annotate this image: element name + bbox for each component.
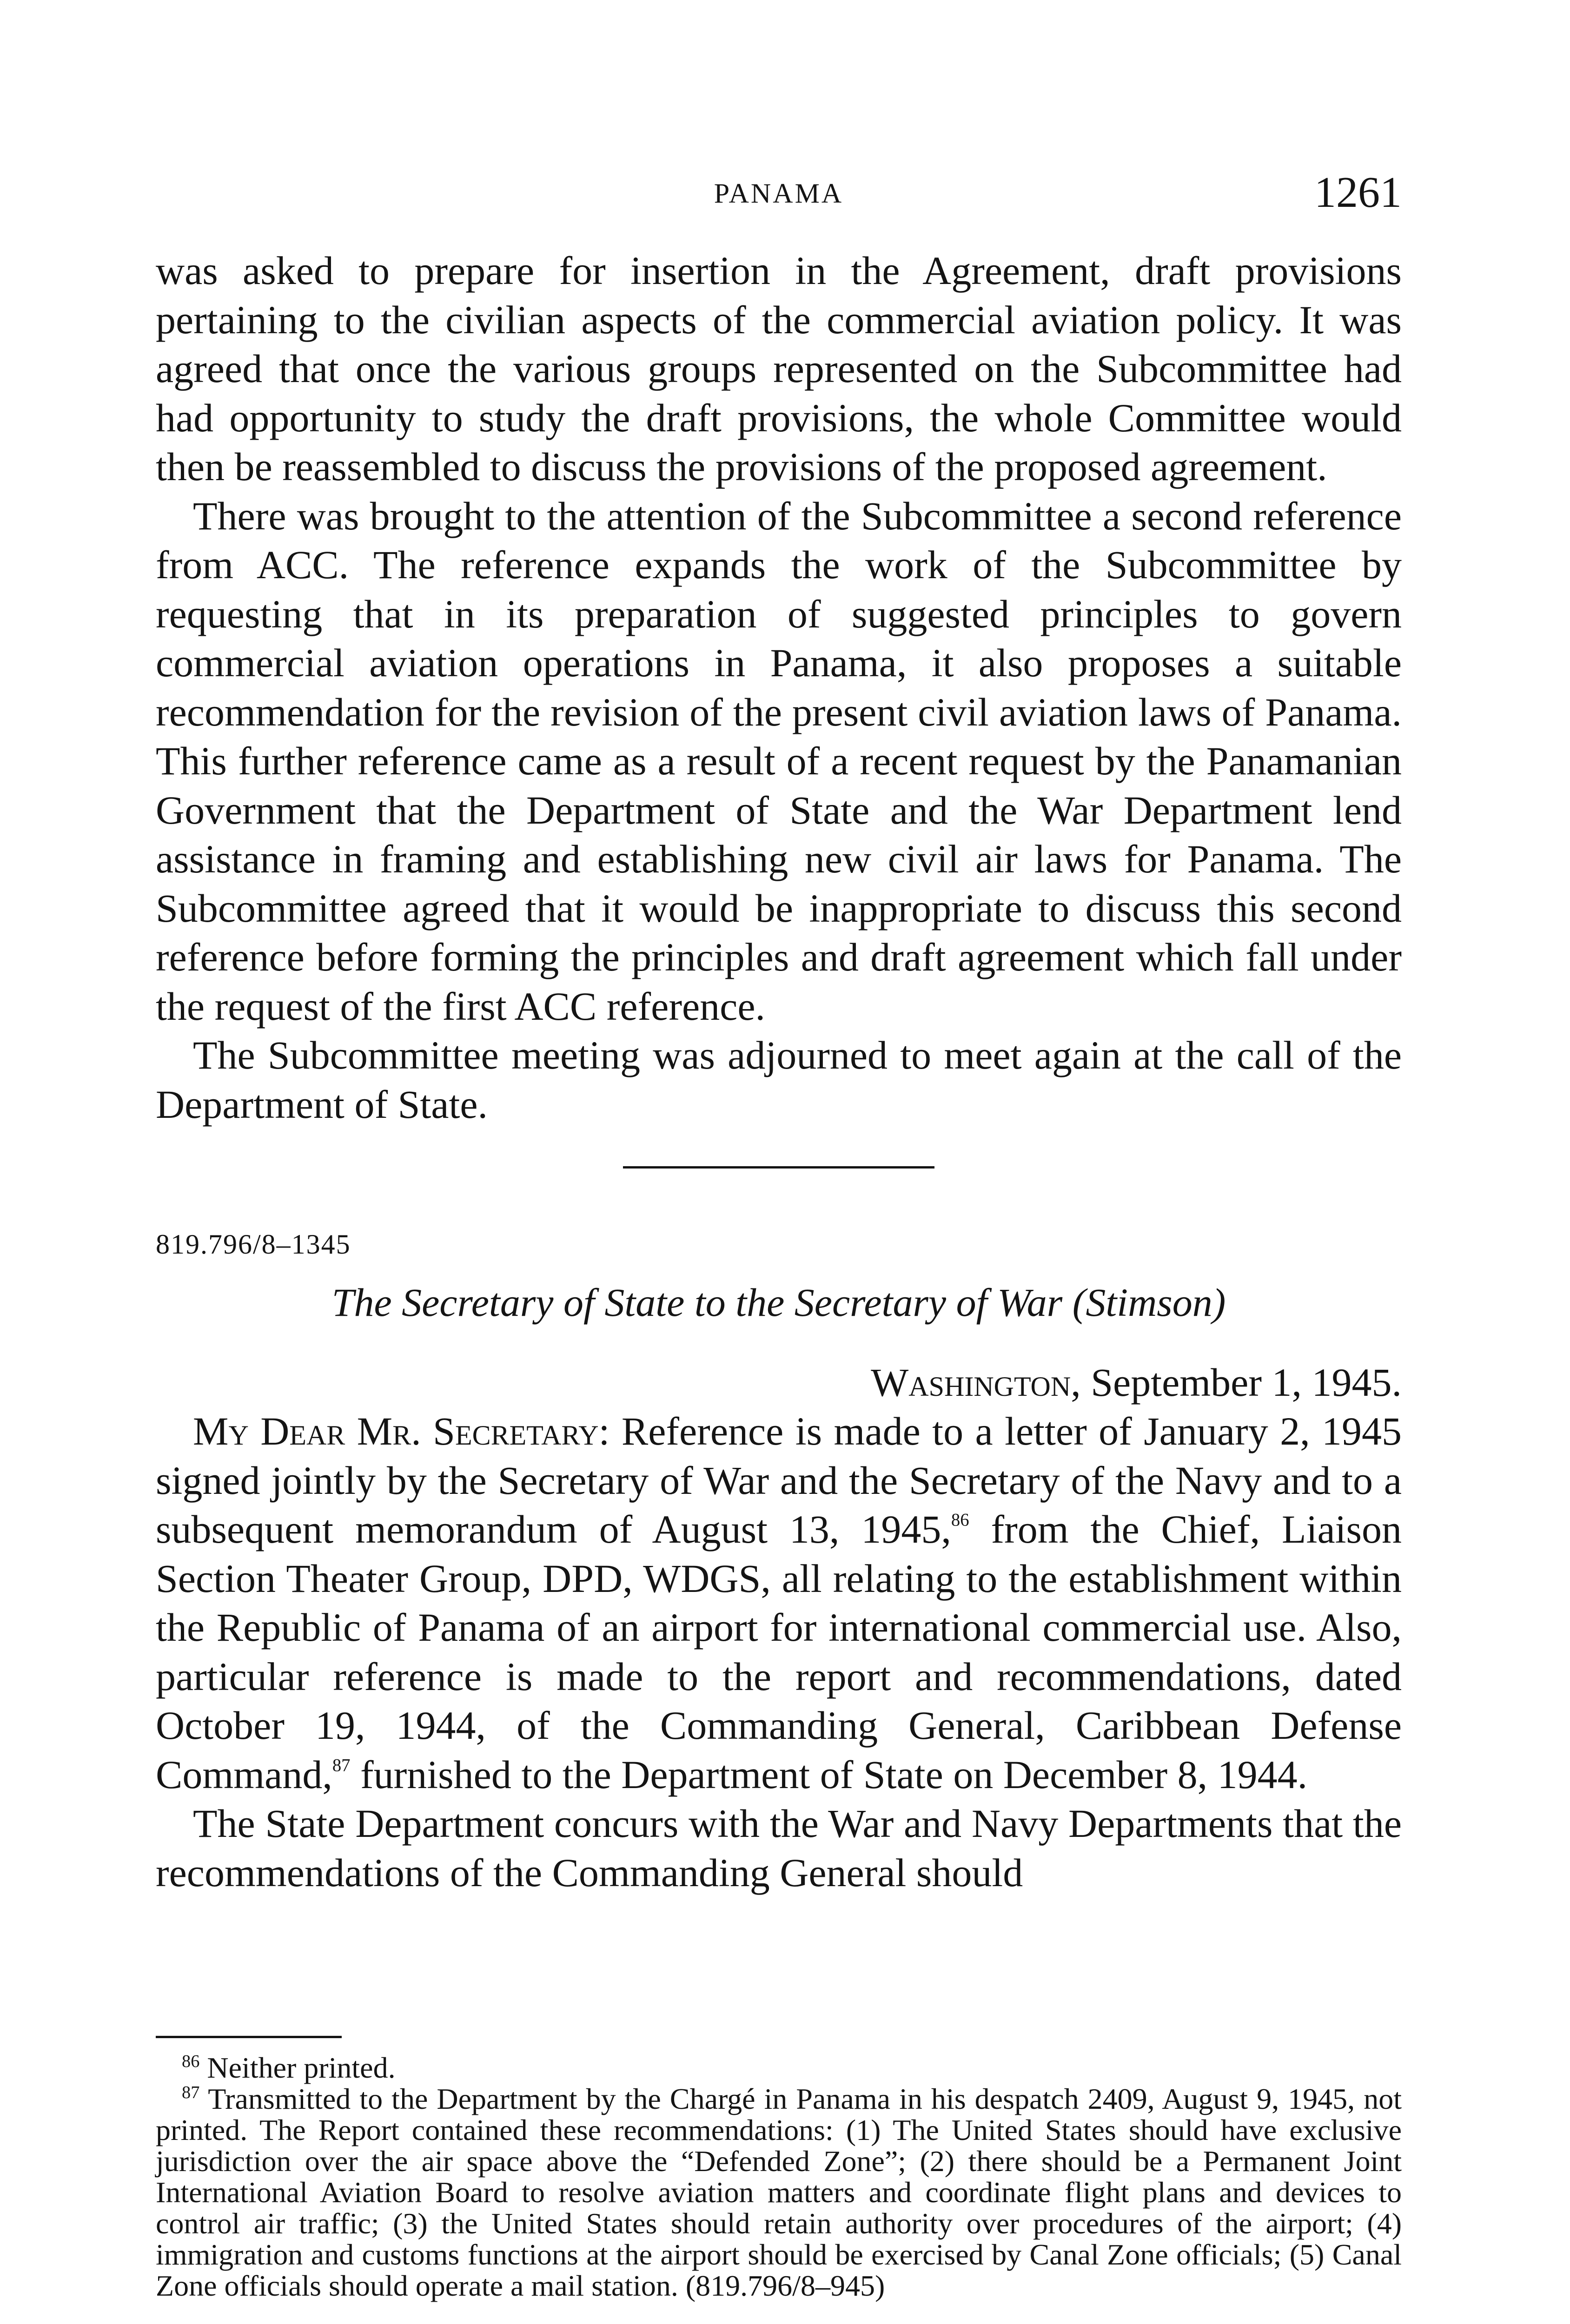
letter-paragraph-2: The State Department concurs with the War and Navy Departments that the recommendations of the Commanding General should bbox=[156, 1801, 1402, 1895]
dateline-date: , September 1, 1945. bbox=[1071, 1360, 1402, 1405]
body-text bbox=[156, 246, 1402, 1897]
section-divider bbox=[623, 1166, 934, 1169]
footnote-text: Neither printed. bbox=[199, 2051, 396, 2084]
letter-text-part-1: : Reference is made to a letter of January 2, 1945 signed jointly by the Secretary of War and the Secretary of the Navy and to a subsequent memorandum of August 13, 1945, bbox=[156, 1409, 1402, 1552]
footnotes bbox=[156, 2052, 1402, 2301]
file-number: 819.796/8–1345 bbox=[156, 1229, 351, 1260]
dateline bbox=[156, 1358, 1402, 1407]
footnote-86 bbox=[156, 2052, 1402, 2083]
paragraph-second-reference: There was brought to the attention of the Subcommittee a second reference from ACC. The reference expands the work of the Subcommittee by requesting that in its preparation of suggested principles to govern commercial aviation operations in Panama, it also proposes a suitable recommendation for the revision of the present civil aviation laws of Panama. This further reference came as a result of a recent request by the Panamanian Government that the Department of State and the War Department lend assistance in framing and establishing new civil air laws for Panama. The Subcommittee agreed that it would be inappropriate to discuss this second reference before forming the principles and draft agreement which fall under the request of the first ACC reference. bbox=[156, 493, 1402, 1029]
footnote-87 bbox=[156, 2083, 1402, 2301]
footnote-mark: 86 bbox=[182, 2051, 200, 2071]
running-head: PANAMA bbox=[714, 178, 844, 209]
letter-text-part-2: from the Chief, Liaison Section Theater Group, DPD, WDGS, all relating to the establishment within the Republic of Panama of an airport for international commercial use. Also, particular reference is made to the report and recommendations, dated October 19, 1944, of the Commanding General, Caribbean Defense Command, bbox=[156, 1507, 1402, 1797]
footnote-divider bbox=[156, 2036, 342, 2038]
letter-paragraph-1 bbox=[156, 1407, 1402, 1799]
page-header bbox=[156, 167, 1402, 218]
page-number: 1261 bbox=[1314, 168, 1402, 217]
footnote-mark: 87 bbox=[182, 2082, 200, 2102]
footnote-ref-87: 87 bbox=[332, 1755, 351, 1775]
salutation: My Dear Mr. Secretary bbox=[193, 1409, 599, 1453]
paragraph-adjourned: The Subcommittee meeting was adjourned to meet again at the call of the Department of State. bbox=[156, 1033, 1402, 1127]
document-title: The Secretary of State to the Secretary of War (Stimson) bbox=[331, 1280, 1226, 1325]
dateline-place: Washington bbox=[871, 1360, 1071, 1405]
continued-paragraph: was asked to prepare for insertion in the Agreement, draft provisions pertaining to the civilian aspects of the commercial aviation policy. It was agreed that once the various groups represented on the Subcommittee had had opportunity to study the draft provisions, the whole Committee would then be reassembled to discuss the provisions of the proposed agreement. bbox=[156, 248, 1402, 489]
footnote-text: Transmitted to the Department by the Chargé in Panama in his despatch 2409, August 9, 1945, not printed. The Report contained these recommendations: (1) The United States should have exclusive jurisdiction over the air space above the “Defended Zone”; (2) there should be a Permanent Joint International Aviation Board to resolve aviation matters and coordinate flight plans and devices to control air traffic; (3) the United States should retain authority over procedures of the airport; (4) immigration and customs functions at the airport should be exercised by Canal Zone officials; (5) Canal Zone officials should operate a mail station. (819.796/8–945) bbox=[156, 2082, 1402, 2302]
letter-text-part-3: furnished to the Department of State on December 8, 1944. bbox=[350, 1752, 1308, 1797]
footnote-ref-86: 86 bbox=[951, 1510, 969, 1530]
